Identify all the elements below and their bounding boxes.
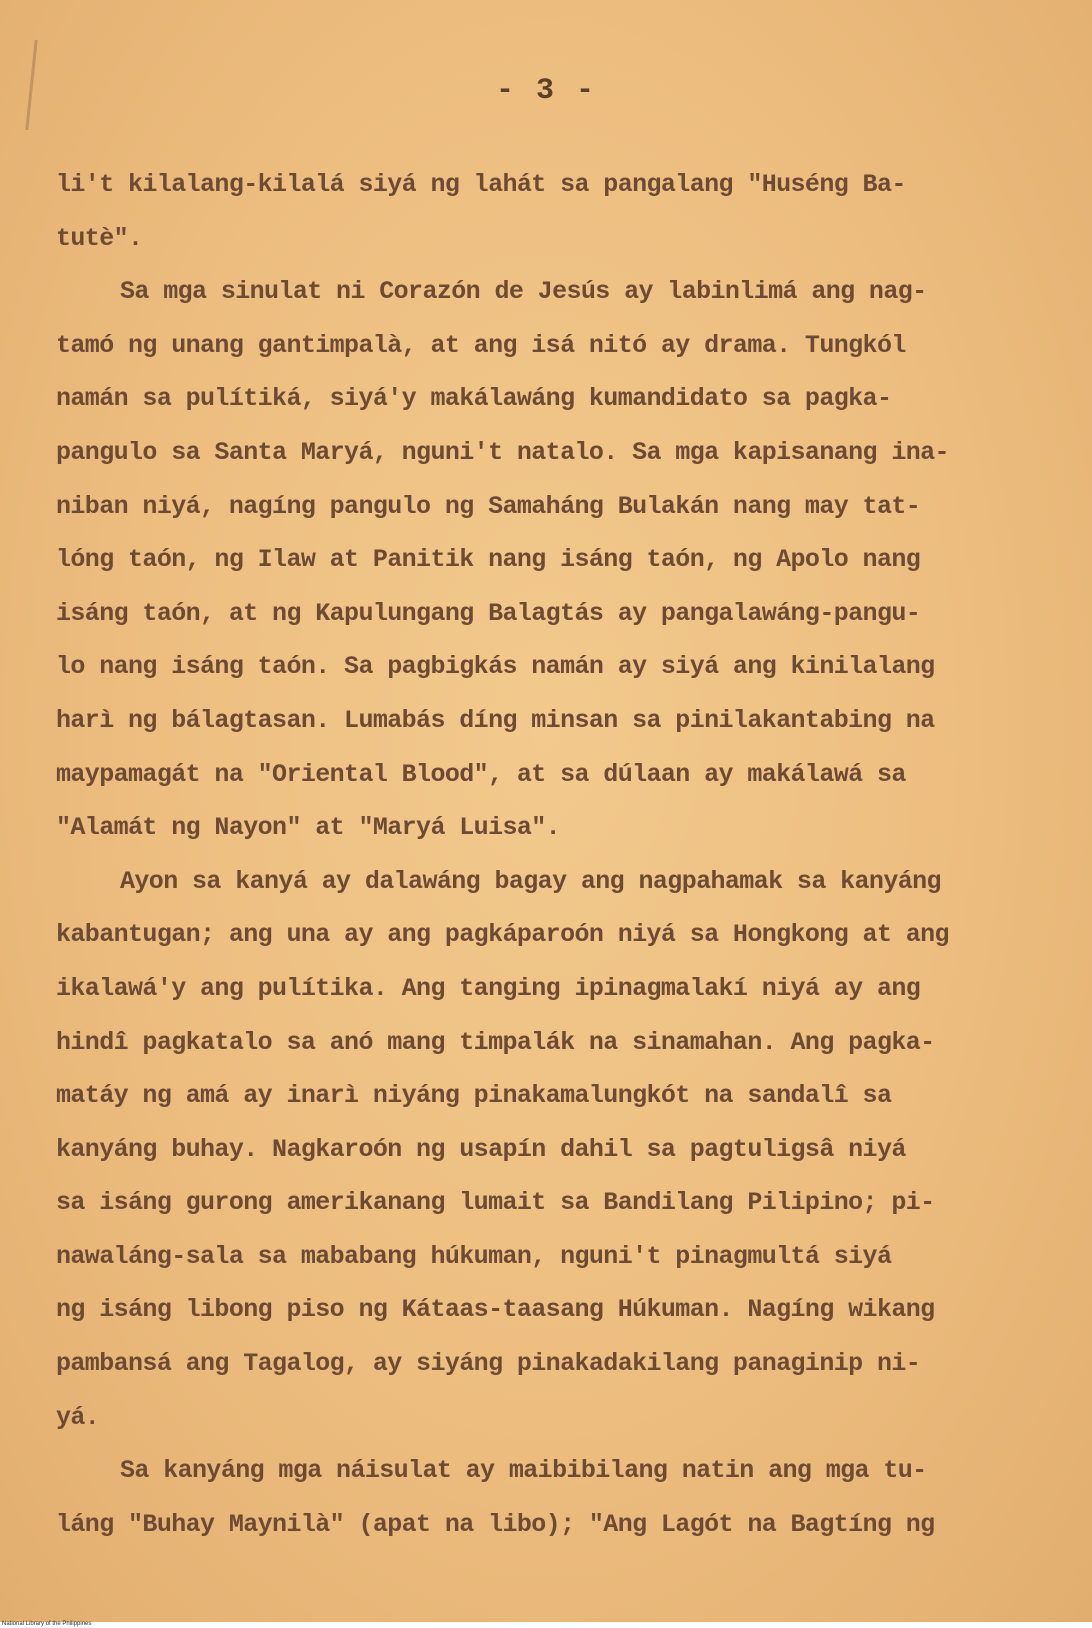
text-line: Sa kanyáng mga náisulat ay maibibilang natin ang mga tu- <box>120 1456 927 1486</box>
text-line: láng "Buhay Maynilà" (apat na libo); "Ang Lagót na Bagtíng ng <box>56 1509 935 1539</box>
text-line: harì ng bálagtasan. Lumabás díng minsan sa pinilakantabing na <box>56 705 935 735</box>
text-line: hindî pagkatalo sa anó mang timpalák na sinamahan. Ang pagka- <box>56 1027 935 1057</box>
text-line: matáy ng amá ay inarì niyáng pinakamalungkót na sandalî sa <box>56 1081 892 1111</box>
text-line: tutè". <box>56 223 143 253</box>
text-line: li't kilalang-kilalá siyá ng lahát sa pangalang "Huséng Ba- <box>56 170 906 199</box>
text-line: niban niyá, nagíng pangulo ng Samaháng Bulakán nang may tat- <box>56 491 921 521</box>
text-line: "Alamát ng Nayon" at "Maryá Luisa". <box>56 813 561 843</box>
footer-credit: National Library of the Philippines <box>2 1621 92 1627</box>
text-line: pangulo sa Santa Maryá, nguni't natalo. Sa mga kapisanang ina- <box>56 437 949 467</box>
text-line: yá. <box>56 1402 100 1432</box>
page-number: - 3 - <box>495 74 596 108</box>
text-line: kanyáng buhay. Nagkaroón ng usapín dahil sa pagtuligsâ niyá <box>56 1134 906 1164</box>
text-line: namán sa pulítiká, siyá'y makálawáng kumandidato sa pagka- <box>56 384 892 414</box>
text-line: pambansá ang Tagalog, ay siyáng pinakadakilang panaginip ni- <box>56 1349 921 1379</box>
text-line: kabantugan; ang una ay ang pagkáparoón niyá sa Hongkong at ang <box>56 920 949 950</box>
body-text <box>56 158 1046 1551</box>
text-line: isáng taón, at ng Kapulungang Balagtás ay pangalawáng-pangu- <box>56 598 921 628</box>
text-line: lóng taón, ng Ilaw at Panitik nang isáng taón, ng Apolo nang <box>56 545 921 575</box>
text-line: sa isáng gurong amerikanang lumait sa Bandilang Pilipino; pi- <box>56 1188 935 1218</box>
text-line: tamó ng unang gantimpalà, at ang isá nitó ay drama. Tungkól <box>56 330 906 360</box>
text-line: ng isáng libong piso ng Kátaas-taasang Húkuman. Nagíng wikang <box>56 1295 935 1325</box>
text-line: Ayon sa kanyá ay dalawáng bagay ang nagpahamak sa kanyáng <box>120 866 941 896</box>
text-line: maypamagát na "Oriental Blood", at sa dúlaan ay makálawá sa <box>56 759 906 789</box>
text-line: ikalawá'y ang pulítika. Ang tanging ipinagmalakí niyá ay ang <box>56 973 921 1003</box>
text-line: lo nang isáng taón. Sa pagbigkás namán ay siyá ang kinilalang <box>56 652 935 682</box>
text-line: Sa mga sinulat ni Corazón de Jesús ay labinlimá ang nag- <box>120 277 927 307</box>
text-line: nawaláng-sala sa mababang húkuman, nguni't pinagmultá siyá <box>56 1241 892 1271</box>
